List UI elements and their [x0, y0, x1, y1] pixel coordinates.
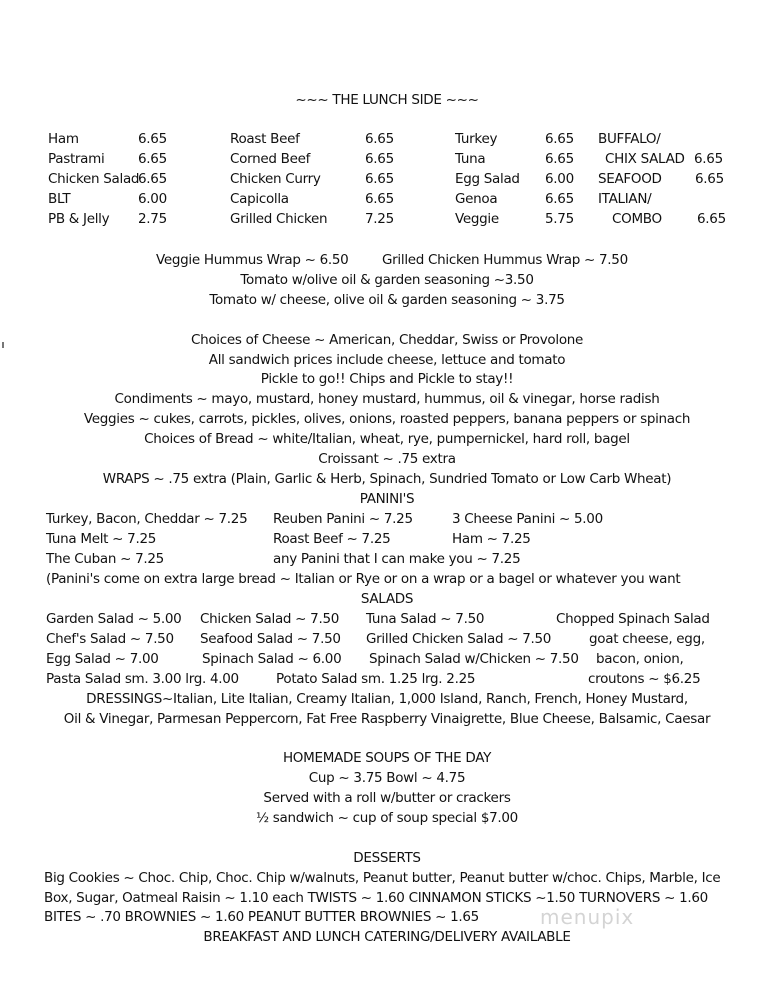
item-price: 5.75 [545, 211, 574, 227]
potato-salad: Potato Salad sm. 1.25 lrg. 2.25 [276, 671, 476, 687]
menu-title: ~~~ THE LUNCH SIDE ~~~ [295, 92, 479, 108]
item-name: Turkey [455, 131, 498, 147]
salad-item: Grilled Chicken Salad ~ 7.50 [366, 631, 552, 647]
item-name: Roast Beef [230, 131, 300, 147]
item-price: 6.65 [695, 171, 724, 187]
croissant-note: Croissant ~ .75 extra [318, 451, 456, 467]
item-name: BLT [48, 191, 71, 207]
item-name: Capicolla [230, 191, 289, 207]
item-price: 6.65 [365, 151, 394, 167]
item-name: Chicken Salad [48, 171, 140, 187]
panini-item: Reuben Panini ~ 7.25 [273, 511, 413, 527]
item-price: 6.65 [545, 131, 574, 147]
item-name: CHIX SALAD [605, 151, 685, 167]
salad-item: Spinach Salad w/Chicken ~ 7.50 [369, 651, 579, 667]
panini-item: 3 Cheese Panini ~ 5.00 [452, 511, 603, 527]
item-name: BUFFALO/ [598, 131, 661, 147]
item-name: Ham [48, 131, 79, 147]
salad-item: bacon, onion, [596, 651, 684, 667]
item-name: PB & Jelly [48, 211, 110, 227]
item-price: 2.75 [138, 211, 167, 227]
item-price: 6.65 [697, 211, 726, 227]
condiments: Condiments ~ mayo, mustard, honey mustard, hummus, oil & vinegar, horse radish [114, 391, 660, 407]
item-price: 6.65 [694, 151, 723, 167]
item-name: Genoa [455, 191, 498, 207]
item-name: Veggie [455, 211, 499, 227]
item-price: 6.65 [545, 191, 574, 207]
catering-footer: BREAKFAST AND LUNCH CATERING/DELIVERY AVAILABLE [203, 929, 571, 945]
item-price: 6.00 [138, 191, 167, 207]
item-name: COMBO [612, 211, 662, 227]
tomato-line-2: Tomato w/ cheese, olive oil & garden seasoning ~ 3.75 [209, 292, 565, 308]
pickle-note: Pickle to go!! Chips and Pickle to stay!! [260, 371, 514, 387]
item-price: 6.65 [365, 191, 394, 207]
salad-item: Chicken Salad ~ 7.50 [200, 611, 340, 627]
item-name: Grilled Chicken [230, 211, 328, 227]
item-price: 6.65 [365, 131, 394, 147]
cheese-choices: Choices of Cheese ~ American, Cheddar, Swiss or Provolone [190, 332, 584, 348]
soup-special: ½ sandwich ~ cup of soup special $7.00 [256, 810, 518, 826]
item-name: Chicken Curry [230, 171, 321, 187]
salad-item: Garden Salad ~ 5.00 [46, 611, 182, 627]
panini-item: Turkey, Bacon, Cheddar ~ 7.25 [46, 511, 248, 527]
panini-item: Tuna Melt ~ 7.25 [46, 531, 157, 547]
dressings-line-1: DRESSINGS~Italian, Lite Italian, Creamy Italian, 1,000 Island, Ranch, French, Honey Mustard, [86, 691, 688, 707]
desserts-heading: DESSERTS [353, 850, 421, 866]
item-price: 6.00 [545, 171, 574, 187]
salads-heading: SALADS [360, 591, 414, 607]
item-price: 6.65 [365, 171, 394, 187]
salad-item: Seafood Salad ~ 7.50 [200, 631, 341, 647]
panini-item: The Cuban ~ 7.25 [46, 551, 164, 567]
salad-item: Chopped Spinach Salad [556, 611, 710, 627]
panini-heading: PANINI'S [359, 491, 415, 507]
soup-prices: Cup ~ 3.75 Bowl ~ 4.75 [308, 770, 466, 786]
soups-heading: HOMEMADE SOUPS OF THE DAY [282, 750, 492, 766]
veggie-hummus-wrap: Veggie Hummus Wrap ~ 6.50 [156, 252, 349, 268]
desserts-line-2: Box, Sugar, Oatmeal Raisin ~ 1.10 each TWISTS ~ 1.60 CINNAMON STICKS ~1.50 TURNOVERS ~ 1.60 [44, 890, 708, 906]
veggies: Veggies ~ cukes, carrots, pickles, olives, onions, roasted peppers, banana peppers or spinach [83, 411, 691, 427]
item-price: 6.65 [138, 171, 167, 187]
panini-note: (Panini's come on extra large bread ~ Italian or Rye or on a wrap or a bagel or whatever you want [46, 571, 681, 587]
soup-served-with: Served with a roll w/butter or crackers [263, 790, 511, 806]
panini-item: Roast Beef ~ 7.25 [273, 531, 391, 547]
salad-item: goat cheese, egg, [589, 631, 705, 647]
item-name: Egg Salad [455, 171, 520, 187]
croutons-price: croutons ~ $6.25 [588, 671, 701, 687]
item-name: SEAFOOD [598, 171, 662, 187]
grilled-chicken-hummus-wrap: Grilled Chicken Hummus Wrap ~ 7.50 [382, 252, 628, 268]
item-price: 6.65 [138, 151, 167, 167]
item-price: 6.65 [138, 131, 167, 147]
tomato-line-1: Tomato w/olive oil & garden seasoning ~3.50 [240, 272, 534, 288]
salad-item: Chef's Salad ~ 7.50 [46, 631, 174, 647]
sandwich-includes: All sandwich prices include cheese, lettuce and tomato [208, 352, 566, 368]
item-name: Tuna [455, 151, 486, 167]
dressings-line-2: Oil & Vinegar, Parmesan Peppercorn, Fat Free Raspberry Vinaigrette, Blue Cheese, Balsamic, Caesar [63, 711, 711, 727]
salad-item: Egg Salad ~ 7.00 [46, 651, 159, 667]
bread-choices: Choices of Bread ~ white/Italian, wheat, rye, pumpernickel, hard roll, bagel [144, 431, 630, 447]
pasta-salad: Pasta Salad sm. 3.00 lrg. 4.00 [46, 671, 239, 687]
wraps-note: WRAPS ~ .75 extra (Plain, Garlic & Herb, Spinach, Sundried Tomato or Low Carb Wheat) [102, 471, 672, 487]
item-name: Pastrami [48, 151, 105, 167]
item-name: ITALIAN/ [598, 191, 652, 207]
panini-item: any Panini that I can make you ~ 7.25 [273, 551, 521, 567]
salad-item: Tuna Salad ~ 7.50 [366, 611, 485, 627]
salad-item: Spinach Salad ~ 6.00 [202, 651, 342, 667]
desserts-line-3: BITES ~ .70 BROWNIES ~ 1.60 PEANUT BUTTER BROWNIES ~ 1.65 [44, 909, 479, 925]
item-price: 6.65 [545, 151, 574, 167]
panini-item: Ham ~ 7.25 [452, 531, 531, 547]
item-price: 7.25 [365, 211, 394, 227]
desserts-line-1: Big Cookies ~ Choc. Chip, Choc. Chip w/walnuts, Peanut butter, Peanut butter w/choc. Chips, Marble, Ice [44, 870, 721, 886]
item-name: Corned Beef [230, 151, 311, 167]
watermark: menupix [540, 905, 635, 929]
